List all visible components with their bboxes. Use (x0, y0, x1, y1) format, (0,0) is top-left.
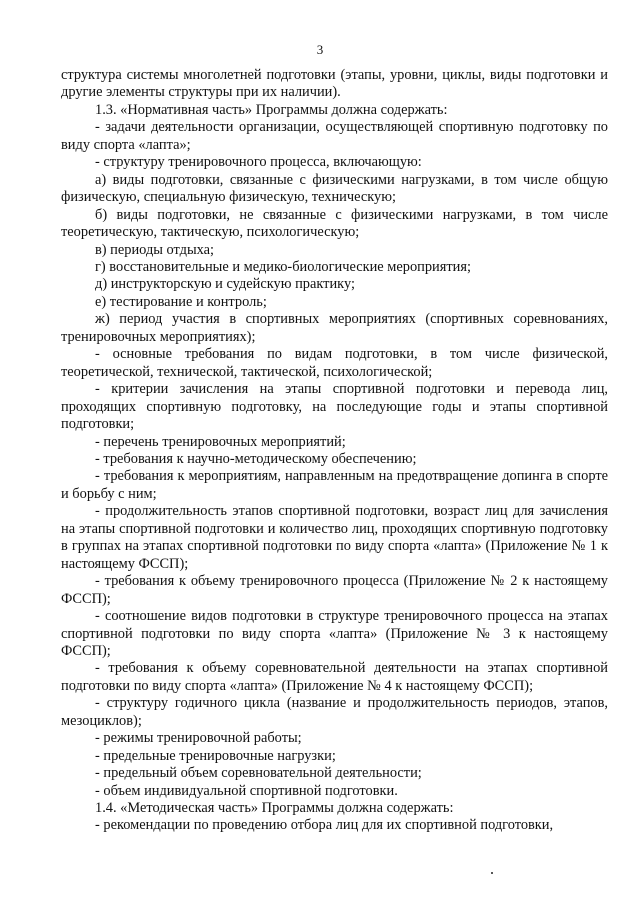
list-item: - предельные тренировочные нагрузки; (95, 747, 336, 764)
list-item: - предельный объем соревновательной деятельности; (95, 765, 422, 782)
section-heading: 1.4. «Методическая часть» Программы должна содержать: (95, 800, 454, 817)
section-heading: 1.3. «Нормативная часть» Программы должна содержать: (95, 101, 448, 118)
list-item: - требования к объему соревновательной деятельности на этапах спортивной подготовки по виду спорта «лапта» (Приложение № 4 к настоящему ФССП); (61, 660, 608, 694)
document-body (61, 67, 608, 835)
list-item: - структуру годичного цикла (название и продолжительность периодов, этапов, мезоциклов); (61, 695, 608, 729)
list-item: - требования к мероприятиям, направленным на предотвращение допинга в спорте и борьбу с ним; (61, 468, 608, 502)
scan-speck (491, 872, 493, 874)
list-item: - режимы тренировочной работы; (95, 730, 302, 747)
list-item: а) виды подготовки, связанные с физическими нагрузками, в том числе общую физическую, специальную физическую, техническую; (61, 171, 608, 206)
list-item: д) инструкторскую и судейскую практику; (95, 276, 355, 293)
list-item: ж) период участия в спортивных мероприятиях (спортивных соревнованиях, тренировочных мероприятиях); (61, 311, 608, 345)
list-item: - задачи деятельности организации, осуществляющей спортивную подготовку по виду спорта «лапта»; (61, 119, 608, 153)
list-item: е) тестирование и контроль; (95, 293, 267, 310)
list-item: - объем индивидуальной спортивной подготовки. (95, 782, 398, 799)
paragraph: структура системы многолетней подготовки (этапы, уровни, циклы, виды подготовки и другие элементы структуры при их наличии). (61, 67, 608, 101)
list-item: - соотношение видов подготовки в структуре тренировочного процесса на этапах спортивной подготовки по виду спорта «лапта» (Приложение № 3 к настоящему ФССП); (61, 608, 608, 659)
list-item: - основные требования по видам подготовки, в том числе физической, теоретической, технической, тактической, психологической; (61, 346, 608, 380)
list-item: - структуру тренировочного процесса, включающую: (95, 154, 422, 171)
list-item: б) виды подготовки, не связанные с физическими нагрузками, в том числе теоретическую, тактическую, психологическую; (61, 206, 608, 241)
list-item: - рекомендации по проведению отбора лиц для их спортивной подготовки, (95, 817, 554, 834)
list-item: - требования к объему тренировочного процесса (Приложение № 2 к настоящему ФССП); (61, 573, 608, 607)
list-item: - продолжительность этапов спортивной подготовки, возраст лиц для зачисления на этапы спортивной подготовки и количество лиц, проходящих спортивную подготовку в группах на этапах спортивной подготовки по виду спорта «лапта» (Приложение № 1 к настоящему ФССП); (61, 503, 608, 572)
list-item: г) восстановительные и медико-биологические мероприятия; (95, 258, 471, 275)
list-item: - критерии зачисления на этапы спортивной подготовки и перевода лиц, проходящих спортивную подготовку, на последующие годы и этапы спортивной подготовки; (61, 381, 608, 433)
list-item: - требования к научно-методическому обеспечению; (95, 450, 417, 467)
page-number: 3 (316, 42, 324, 57)
list-item: в) периоды отдыха; (95, 241, 215, 258)
list-item: - перечень тренировочных мероприятий; (95, 433, 346, 450)
